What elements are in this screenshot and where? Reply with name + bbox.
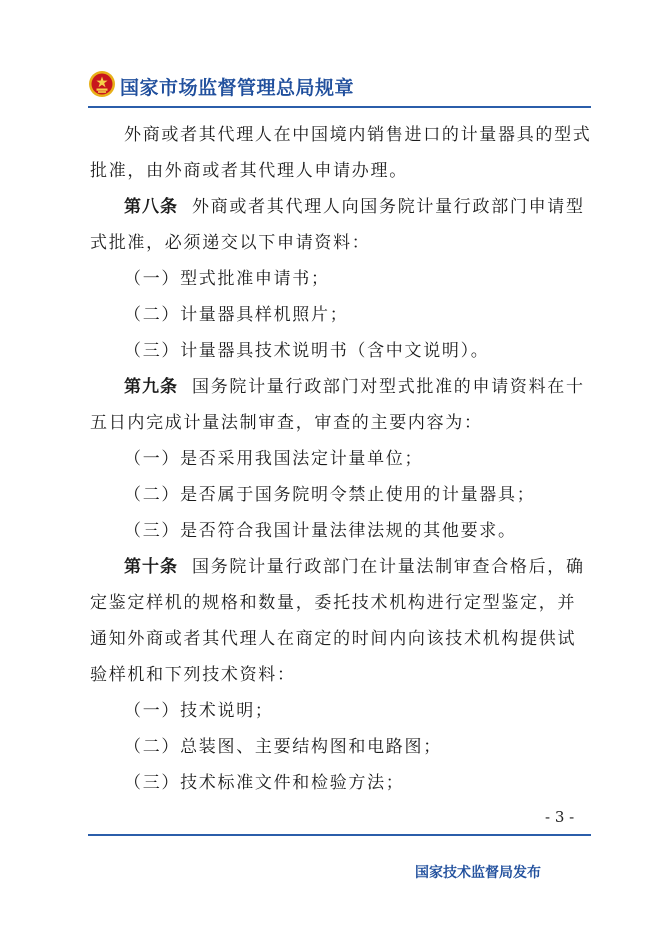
article-heading: 第八条 — [124, 197, 178, 217]
paragraph-text: （二）计量器具样机照片； — [124, 305, 349, 325]
paragraph-text: （一）是否采用我国法定计量单位； — [124, 449, 424, 469]
list-item — [90, 765, 593, 801]
paragraph-text: （三）计量器具技术说明书（含中文说明）。 — [124, 341, 490, 361]
article-paragraph — [90, 189, 593, 261]
paragraph-text: （二）总装图、主要结构图和电路图； — [124, 737, 442, 757]
paragraph-text: 国务院计量行政部门在计量法制审查合格后，确定鉴定样机的规格和数量，委托技术机构进行定型鉴定，并通知外商或者其代理人在商定的时间内向该技术机构提供试验样机和下列技术资料： — [90, 557, 585, 685]
footer-divider — [88, 834, 591, 836]
article-heading: 第十条 — [124, 557, 178, 577]
paragraph-text: （一）型式批准申请书； — [124, 269, 330, 289]
paragraph-text: （三）技术标准文件和检验方法； — [124, 773, 405, 793]
paragraph-text: 外商或者其代理人向国务院计量行政部门申请型式批准，必须递交以下申请资料： — [90, 197, 585, 253]
article-paragraph — [90, 549, 593, 693]
list-item — [90, 513, 593, 549]
list-item — [90, 261, 593, 297]
header-title: 国家市场监督管理总局规章 — [120, 77, 355, 99]
list-item — [90, 693, 593, 729]
footer-publisher: 国家技术监督局发布 — [415, 865, 541, 881]
paragraph-text: （一）技术说明； — [124, 701, 274, 721]
paragraph-text: （二）是否属于国务院明令禁止使用的计量器具； — [124, 485, 536, 505]
paragraph-text: 国务院计量行政部门对型式批准的申请资料在十五日内完成计量法制审查，审查的主要内容为： — [90, 377, 585, 433]
paragraph-text: （三）是否符合我国计量法律法规的其他要求。 — [124, 521, 517, 541]
paragraph — [90, 117, 593, 189]
national-emblem-icon — [88, 70, 116, 98]
document-body — [90, 117, 593, 801]
article-paragraph — [90, 369, 593, 441]
list-item — [90, 441, 593, 477]
list-item — [90, 729, 593, 765]
article-heading: 第九条 — [124, 377, 178, 397]
header-divider — [88, 106, 591, 108]
list-item — [90, 297, 593, 333]
page-header — [88, 70, 591, 110]
list-item — [90, 333, 593, 369]
list-item — [90, 477, 593, 513]
paragraph-text: 外商或者其代理人在中国境内销售进口的计量器具的型式批准，由外商或者其代理人申请办理。 — [90, 125, 592, 181]
page-number: - 3 - — [545, 808, 575, 826]
